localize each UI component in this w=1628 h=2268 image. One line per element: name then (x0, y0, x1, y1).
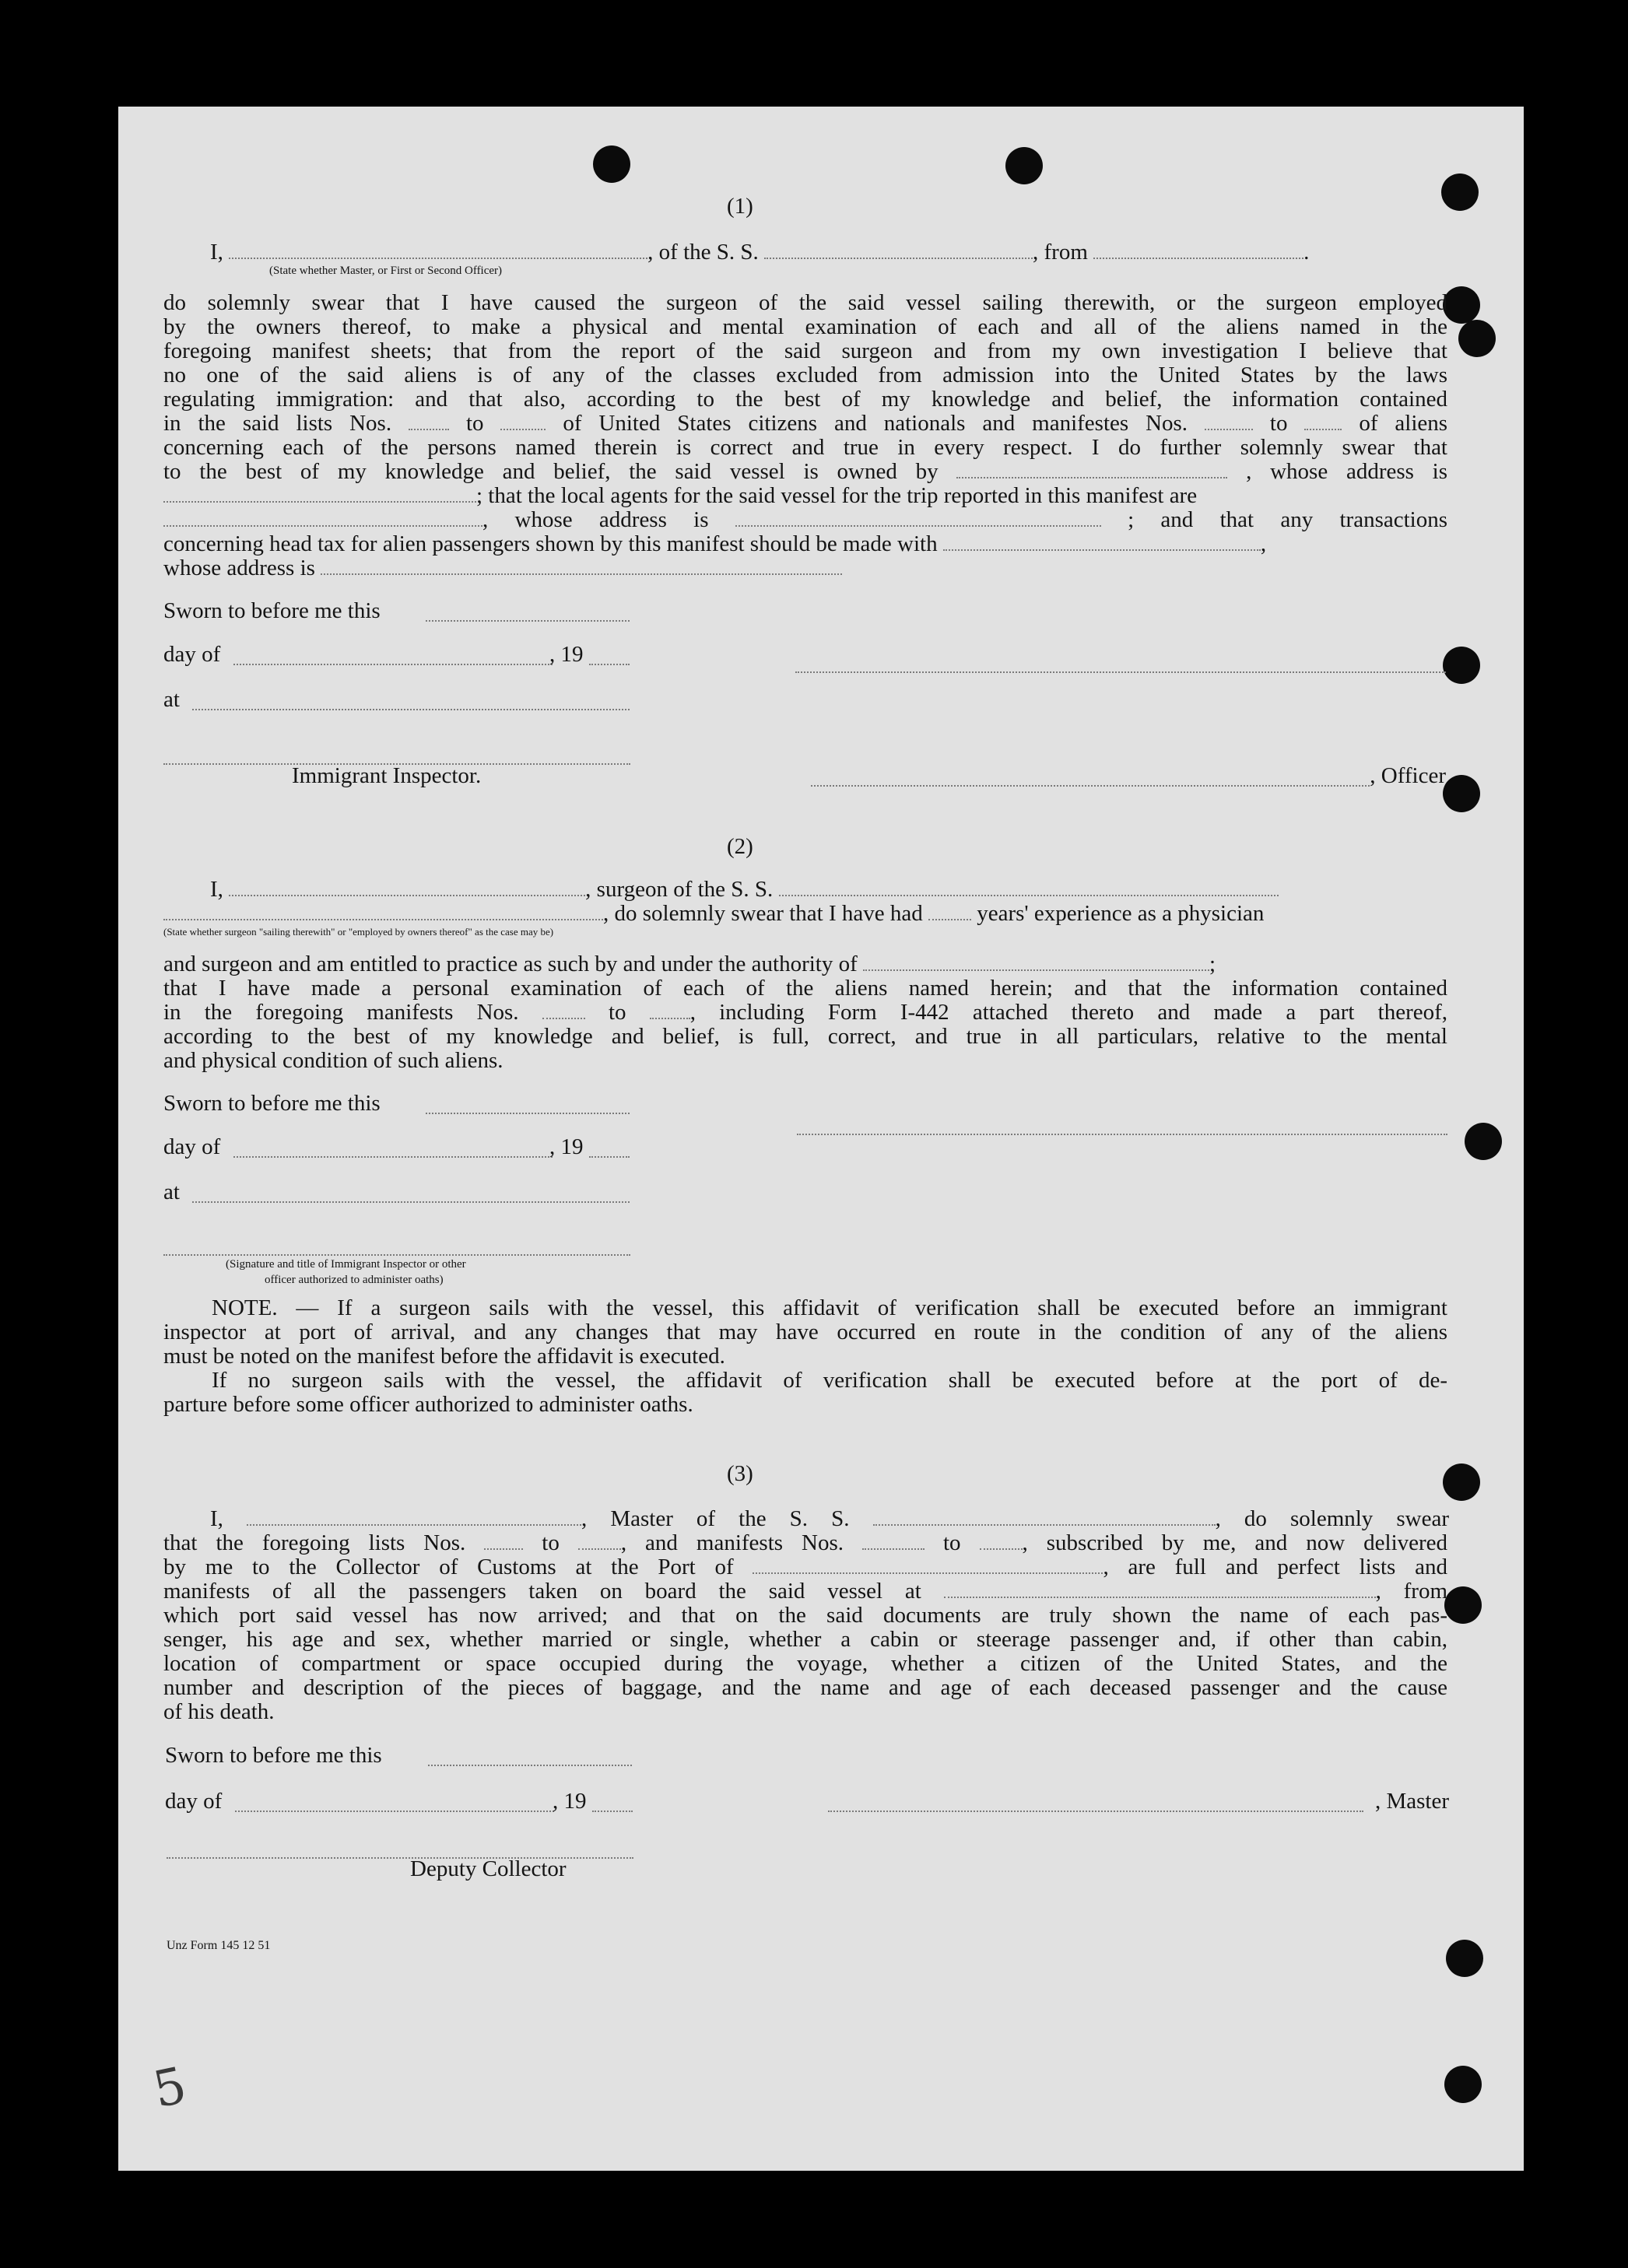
s1-year-field[interactable] (589, 662, 630, 665)
s1-owner-line: to the best of my knowledge and belief, the said vessel is owned by , whose address is (163, 459, 1448, 484)
list-from-field[interactable] (409, 412, 449, 430)
s2-note-line: must be noted on the manifest before the affidavit is executed. (163, 1344, 725, 1369)
s1-headtax-line: concerning head tax for alien passengers shown by this manifest should be made with , (163, 531, 1267, 556)
headtax-address-field[interactable] (321, 556, 842, 575)
s3-list-from-field[interactable] (484, 1531, 523, 1550)
punch-hole (1444, 2066, 1482, 2103)
owner-field[interactable] (956, 460, 1227, 478)
s2-dayof-field[interactable] (233, 1155, 553, 1158)
s1-paragraph-line: by the owners thereof, to make a physical and mental examination of each and all of the aliens named in the (163, 314, 1447, 339)
authority-field[interactable] (863, 952, 1209, 971)
manifest-from-field[interactable] (1205, 412, 1253, 430)
manifest-to-field[interactable] (1304, 412, 1342, 430)
from-port-field[interactable] (1093, 240, 1303, 259)
owner-address-field[interactable] (163, 484, 476, 503)
s2-caption-surgeon: (State whether surgeon "sailing therewith" or "employed by owners thereof" as the case may be) (163, 926, 554, 938)
vessel-name-field[interactable] (764, 240, 1033, 259)
s1-agents-line: , whose address is ; and that any transactions (163, 508, 1447, 532)
s2-manifest-to-field[interactable] (650, 1001, 690, 1019)
s2-note-line: If no surgeon sails with the vessel, the affidavit of verification shall be executed before at the port of de- (212, 1368, 1447, 1393)
s2-dayof-label: day of (163, 1134, 221, 1159)
s3-line-4: manifests of all the passengers taken on board the said vessel at , from (163, 1579, 1448, 1604)
embark-port-field[interactable] (944, 1579, 1376, 1598)
punch-hole (1441, 174, 1479, 211)
s2-year-field[interactable] (589, 1155, 630, 1158)
punch-hole (1444, 1586, 1482, 1624)
s1-year-label: , 19 (549, 642, 584, 667)
s1-inspector-label: Immigrant Inspector. (292, 763, 482, 788)
s3-dayof-label: day of (165, 1789, 223, 1814)
s3-sworn-field[interactable] (428, 1763, 632, 1766)
s3-line-3: by me to the Collector of Customs at the Port of , are full and perfect lists and (163, 1555, 1447, 1579)
s2-year-label: , 19 (549, 1134, 584, 1159)
form-number: Unz Form 145 12 51 (167, 1939, 271, 1952)
s2-inspector-signature-line[interactable] (163, 1253, 630, 1256)
years-experience-field[interactable] (928, 902, 971, 920)
headtax-contact-field[interactable] (943, 532, 1261, 551)
s1-officer-label: , Officer (1370, 763, 1446, 788)
s1-sworn-label: Sworn to before me this (163, 598, 381, 623)
s3-year-field[interactable] (592, 1809, 633, 1812)
section-2-heading: (2) (727, 834, 753, 859)
s3-sworn-label: Sworn to before me this (165, 1743, 382, 1768)
s1-owner-address-line: ; that the local agents for the said vessel for the trip reported in this manifest are (163, 484, 1447, 508)
s2-surgeon-signature-line[interactable] (797, 1132, 1447, 1135)
s1-lists-line: in the said lists Nos. to of United States citizens and nationals and manifestes Nos. to of aliens (163, 411, 1448, 436)
master-name-field[interactable] (247, 1507, 581, 1526)
s2-at-label: at (163, 1180, 180, 1204)
s1-sworn-field[interactable] (426, 619, 630, 622)
agents-address-field[interactable] (735, 508, 1101, 527)
form-sheet (118, 107, 1524, 2171)
s2-note-line: inspector at port of arrival, and any changes that may have occurred en route in the condition of any of the aliens (163, 1320, 1447, 1344)
surgeon-status-field[interactable] (163, 902, 603, 920)
agents-field[interactable] (163, 508, 482, 527)
s1-paragraph-line: foregoing manifest sheets; that from the report of the said surgeon and from my own investigation I believe that (163, 338, 1447, 363)
s2-manifests-line: in the foregoing manifests Nos. to , including Form I-442 attached thereto and made a part thereof, (163, 1000, 1448, 1025)
s2-sworn-field[interactable] (426, 1111, 630, 1114)
s3-line-2: that the foregoing lists Nos. to , and manifests Nos. to , subscribed by me, and now delivered (163, 1530, 1448, 1555)
s2-note-line: parture before some officer authorized to administer oaths. (163, 1392, 693, 1417)
s3-manifest-from-field[interactable] (862, 1531, 925, 1550)
s2-signature-caption-1: (Signature and title of Immigrant Inspector or other (226, 1258, 466, 1271)
s2-paragraph-line: according to the best of my knowledge and belief, is full, correct, and true in all particulars, relative to the mental (163, 1024, 1447, 1049)
s2-at-field[interactable] (192, 1200, 630, 1203)
s2-paragraph-line: that I have made a personal examination of each of the aliens named herein; and that the information contained (163, 976, 1447, 1001)
s1-paragraph-line: concerning each of the persons named therein is correct and true in every respect. I do further solemnly swear that (163, 435, 1447, 460)
s2-paragraph-line: and physical condition of such aliens. (163, 1048, 503, 1073)
list-to-field[interactable] (500, 412, 546, 430)
punch-hole (1443, 286, 1480, 324)
s1-dayof-label: day of (163, 642, 221, 667)
punch-hole (1005, 147, 1043, 184)
s2-sworn-label: Sworn to before me this (163, 1091, 381, 1116)
s3-manifest-to-field[interactable] (980, 1531, 1023, 1550)
s2-line-1: I, , surgeon of the S. S. (163, 878, 1447, 902)
s3-deputy-label: Deputy Collector (410, 1856, 567, 1881)
s1-paragraph-line: regulating immigration: and that also, according to the best of my knowledge and belief, the information contained (163, 387, 1447, 412)
section-1-heading: (1) (727, 194, 753, 219)
punch-hole (1465, 1123, 1502, 1160)
punch-hole (1443, 775, 1480, 812)
punch-hole (593, 145, 630, 183)
s3-line-1: I, , Master of the S. S. , do solemnly swear (210, 1506, 1450, 1531)
s3-paragraph-line: which port said vessel has now arrived; and that on the said documents are truly shown the name of each pas- (163, 1603, 1447, 1628)
s1-at-field[interactable] (192, 707, 630, 710)
punch-hole (1443, 647, 1480, 684)
s2-manifest-from-field[interactable] (542, 1001, 585, 1019)
s3-paragraph-line: number and description of the pieces of baggage, and the name and age of each deceased passenger and the cause (163, 1675, 1447, 1700)
s2-line-2: , do solemnly swear that I have had years' experience as a physician (163, 902, 1447, 926)
officer-title-field[interactable] (229, 240, 647, 259)
punch-hole (1458, 320, 1496, 357)
s1-at-label: at (163, 687, 180, 712)
collector-port-field[interactable] (753, 1555, 1103, 1574)
section-3-heading: (3) (727, 1461, 753, 1486)
s3-paragraph-line: of his death. (163, 1699, 275, 1724)
s1-line-1: I, , of the S. S. , from . (210, 240, 1310, 265)
s1-dayof-field[interactable] (233, 662, 553, 665)
s1-officer-signature-line[interactable] (795, 670, 1446, 673)
punch-hole (1443, 1464, 1480, 1501)
s3-vessel-field[interactable] (873, 1507, 1216, 1526)
s3-year-label: , 19 (553, 1789, 587, 1814)
s1-paragraph-line: no one of the said aliens is of any of the classes excluded from admission into the United States by the laws (163, 363, 1447, 387)
s3-master-label: , Master (1374, 1789, 1449, 1814)
s3-paragraph-line: senger, his age and sex, whether married or single, whether a cabin or steerage passenger and, if other than cabin, (163, 1627, 1447, 1652)
surgeon-vessel-field[interactable] (779, 878, 1279, 896)
s2-authority-line: and surgeon and am entitled to practice as such by and under the authority of ; (163, 952, 1216, 976)
s3-list-to-field[interactable] (578, 1531, 621, 1550)
s3-paragraph-line: location of compartment or space occupied during the voyage, whether a citizen of the United States, and the (163, 1651, 1447, 1676)
s3-dayof-field[interactable] (235, 1809, 554, 1812)
punch-hole (1446, 1940, 1483, 1977)
s1-paragraph-line: do solemnly swear that I have caused the surgeon of the said vessel sailing therewith, or the surgeon employed (163, 290, 1447, 315)
handwritten-mark: 5 (148, 2056, 191, 2120)
s2-note-line: NOTE. — If a surgeon sails with the vessel, this affidavit of verification shall be executed before an immigrant (212, 1295, 1447, 1320)
surgeon-name-field[interactable] (229, 878, 585, 896)
s2-signature-caption-2: officer authorized to administer oaths) (265, 1274, 444, 1286)
s1-headtax-address-line: whose address is (163, 556, 1447, 580)
s1-caption-officer: (State whether Master, or First or Second Officer) (269, 265, 503, 277)
